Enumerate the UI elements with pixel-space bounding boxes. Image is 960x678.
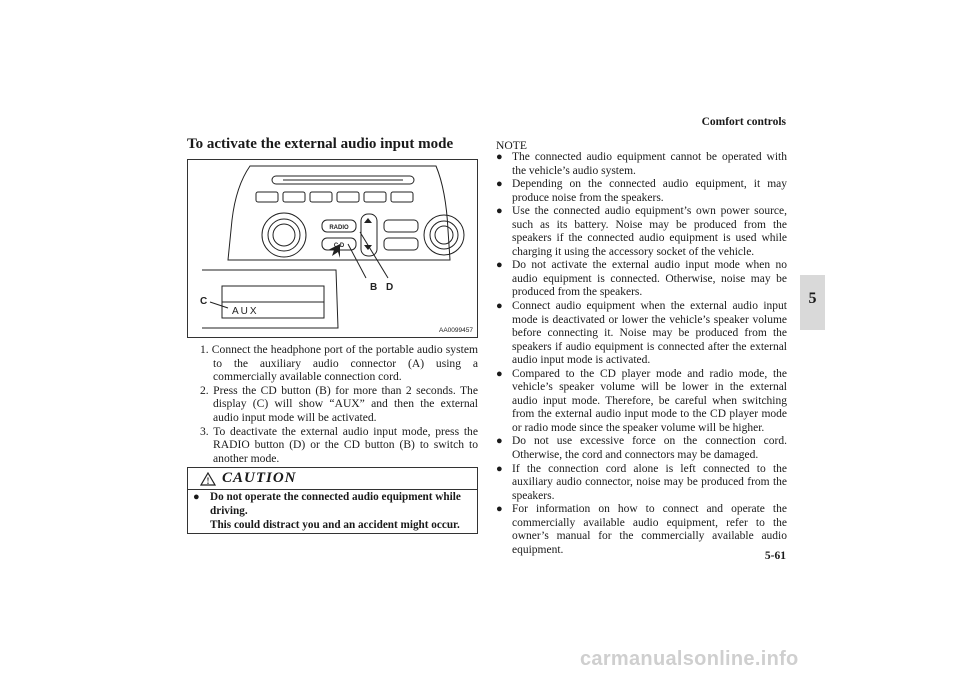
note-text: Use the connected audio equipment’s own power source, such as its battery. Noise may be produced from the speakers if the connected audio equipment is used while charging it using the accessory socket of the vehicle. bbox=[512, 205, 787, 258]
note-text: Do not use excessive force on the connection cord. Otherwise, the cord and connectors may be damaged. bbox=[512, 435, 787, 462]
note-text: Compared to the CD player mode and radio mode, the vehicle’s speaker volume will be lower in the external audio input mode. Therefore, be careful when switching from the external audio input mode to the CD player mode or radio mode since the speaker volume will be higher. bbox=[512, 367, 787, 434]
warning-glyph: ! bbox=[206, 476, 210, 486]
display-aux-text: AUX bbox=[232, 306, 259, 317]
bullet-icon: ● bbox=[496, 151, 503, 163]
note-item bbox=[496, 463, 787, 504]
note-item bbox=[496, 205, 787, 259]
chapter-tab-number: 5 bbox=[808, 290, 817, 307]
note-text: Depending on the connected audio equipment, it may produce noise from the speakers. bbox=[512, 178, 787, 204]
step-2: 2. Press the CD button (B) for more than 2 seconds. The display (C) will show “AUX” and then the external audio input mode will be activated. bbox=[200, 383, 478, 424]
bullet-icon: ● bbox=[496, 435, 503, 448]
note-text: The connected audio equipment cannot be operated with the vehicle’s audio system. bbox=[512, 151, 787, 177]
note-text: For information on how to connect and operate the commercially available audio equipment, refer to the owner’s manual for the commercially available audio equipment. bbox=[512, 503, 787, 556]
section-header: Comfort controls bbox=[701, 116, 786, 128]
bullet-icon: ● bbox=[193, 491, 200, 503]
instruction-steps bbox=[187, 343, 478, 465]
page-number: 5-61 bbox=[764, 550, 786, 562]
note-text: Do not activate the external audio input mode when no audio equipment is connected. Otherwise, noise may be produced from the speakers. bbox=[512, 259, 787, 299]
audio-panel-illustration bbox=[188, 160, 477, 337]
bullet-icon: ● bbox=[496, 178, 503, 191]
note-list bbox=[496, 151, 787, 557]
note-text: Connect audio equipment when the external audio input mode is deactivated or lower the vehicle’s speaker volume before connecting it. Noise may be produced from the speakers if audio equipment is connected after the external audio input mode is activated. bbox=[512, 300, 787, 367]
step-1: 1. Connect the headphone port of the portable audio system to the auxiliary audio connector (A) using a commercially available connection cord. bbox=[200, 343, 478, 384]
cd-button-label: C D bbox=[333, 243, 345, 249]
caution-box bbox=[187, 467, 478, 534]
bullet-icon: ● bbox=[496, 462, 503, 475]
step-3: 3. To deactivate the external audio input mode, press the RADIO button (D) or the CD button (B) to switch to another mode. bbox=[200, 424, 478, 465]
section-title: To activate the external audio input mode bbox=[187, 136, 454, 152]
caution-divider bbox=[188, 489, 477, 490]
callout-d: D bbox=[386, 282, 394, 293]
warning-triangle-icon bbox=[200, 472, 216, 486]
bullet-icon: ● bbox=[496, 205, 503, 218]
caution-text-1: Do not operate the connected audio equipment while driving. bbox=[210, 491, 461, 517]
watermark: carmanualsonline.info bbox=[580, 648, 799, 670]
caution-title: CAUTION bbox=[222, 470, 297, 486]
callout-b: B bbox=[370, 282, 378, 293]
radio-button-label: RADIO bbox=[329, 225, 349, 231]
note-item bbox=[496, 300, 787, 368]
bullet-icon: ● bbox=[496, 300, 503, 313]
note-item bbox=[496, 151, 787, 178]
note-item bbox=[496, 435, 787, 462]
note-item bbox=[496, 178, 787, 205]
callout-c: C bbox=[200, 296, 208, 307]
chapter-tab bbox=[800, 275, 825, 330]
note-title: NOTE bbox=[496, 139, 527, 152]
figure-code: AA0099457 bbox=[439, 327, 473, 334]
caution-body bbox=[193, 491, 472, 532]
note-item bbox=[496, 368, 787, 436]
caution-text bbox=[210, 491, 472, 532]
caution-text-2: This could distract you and an accident might occur. bbox=[210, 518, 460, 531]
bullet-icon: ● bbox=[496, 367, 503, 380]
bullet-icon: ● bbox=[496, 259, 503, 272]
bullet-icon: ● bbox=[496, 503, 503, 516]
note-item bbox=[496, 259, 787, 300]
note-text: If the connection cord alone is left connected to the auxiliary audio connector, noise may be produced from the speakers. bbox=[512, 462, 787, 502]
audio-panel-figure bbox=[187, 159, 478, 338]
